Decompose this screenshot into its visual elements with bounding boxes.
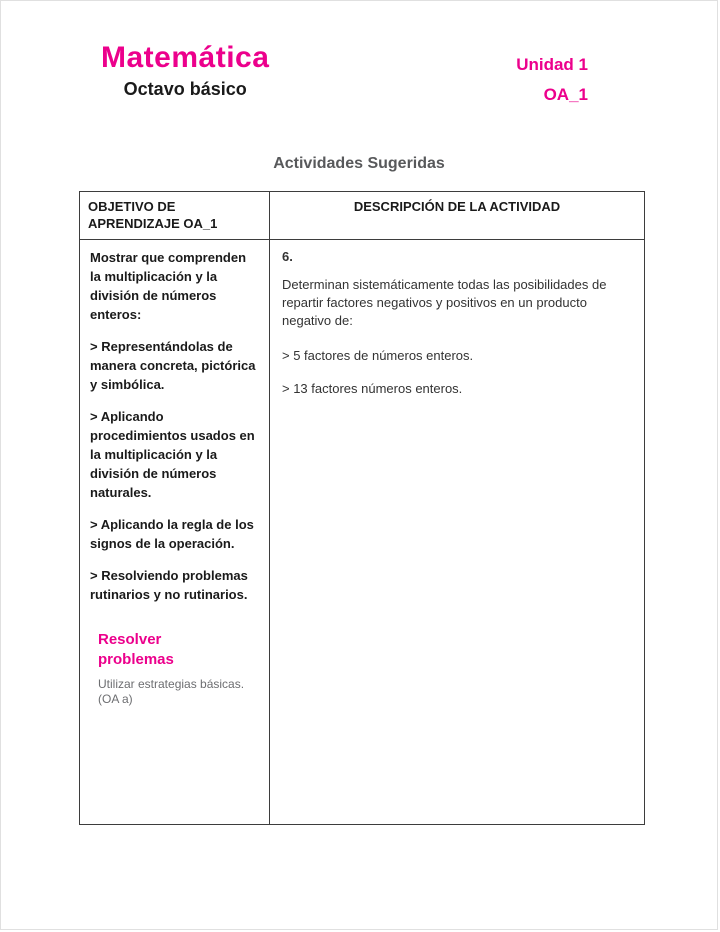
- objective-cell: [80, 240, 270, 825]
- skill-description: Utilizar estrategias básicas.: [98, 677, 245, 691]
- skill-block: [98, 630, 259, 707]
- header-left-block: [101, 41, 269, 101]
- unit-label: Unidad 1: [516, 55, 588, 74]
- activities-table: [79, 191, 645, 825]
- objective-bullet: > Representándolas de manera concreta, pictórica y simbólica.: [90, 339, 256, 392]
- objective-bullet: > Aplicando la regla de los signos de la operación.: [90, 517, 254, 551]
- subject-title: Matemática: [101, 41, 270, 74]
- grade-subtitle: Octavo básico: [123, 79, 247, 99]
- objective-bullet: > Resolviendo problemas rutinarios y no rutinarios.: [90, 568, 248, 602]
- activity-item: > 5 factores de números enteros.: [282, 348, 474, 363]
- description-column-header: DESCRIPCIÓN DE LA ACTIVIDAD: [270, 192, 645, 240]
- header-right-block: [516, 41, 588, 105]
- table-body-row: [80, 240, 645, 825]
- objective-column-header: OBJETIVO DE APRENDIZAJE OA_1: [80, 192, 270, 240]
- objective-intro: Mostrar que comprenden la multiplicación y la división de números enteros:: [90, 250, 247, 322]
- table-header-row: [80, 192, 645, 240]
- activity-description: Determinan sistemáticamente todas las posibilidades de repartir factores negativos y positivos en un producto negativo de:: [282, 277, 607, 328]
- activity-number: 6.: [282, 249, 293, 264]
- document-header: [1, 1, 717, 105]
- activity-cell: [270, 240, 645, 825]
- skill-title: Resolver problemas: [98, 631, 174, 668]
- oa-label: OA_1: [543, 85, 588, 104]
- activity-item: > 13 factores números enteros.: [282, 381, 463, 396]
- objective-bullet: > Aplicando procedimientos usados en la multiplicación y la división de números naturales.: [90, 409, 255, 500]
- page-title: Actividades Sugeridas: [273, 155, 445, 172]
- skill-reference: (OA a): [98, 692, 133, 706]
